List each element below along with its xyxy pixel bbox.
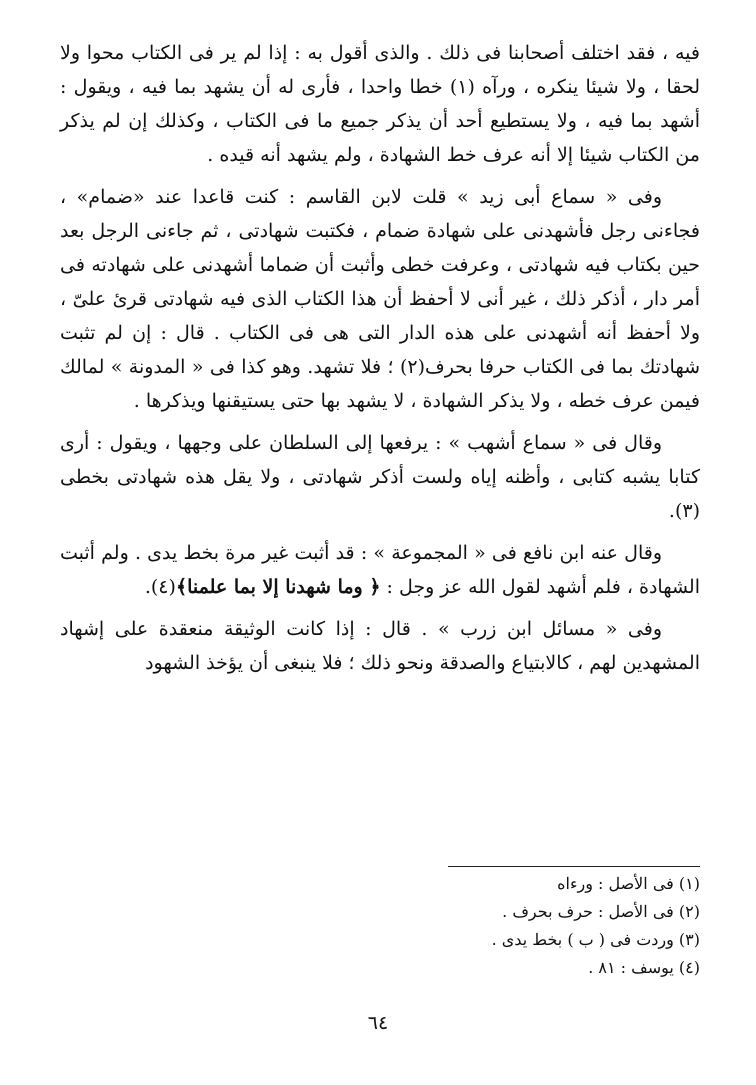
paragraph-3: وقال فى « سماع أشهب » : يرفعها إلى السلطان على وجهها ، ويقول : أرى كتابا يشبه كتابى ، وأظنه إياه ولست أذكر شهادتى ، ولا يقل هذه شهادتى بخطى (٣).: [60, 432, 700, 522]
quran-footnote-ref: (٤).: [144, 576, 176, 598]
footnote-4: (٤) يوسف : ٨١ .: [588, 958, 700, 977]
footnote-divider: [448, 866, 700, 867]
page-number: ٦٤: [367, 1012, 389, 1034]
footnote-2: (٢) فى الأصل : حرف بحرف .: [502, 902, 700, 921]
paragraph-4: [60, 536, 700, 604]
paragraph-2: وفى « سماع أبى زيد » قلت لابن القاسم : كنت قاعدا عند «ضمام» ، فجاءنى رجل فأشهدنى على شهادة ضمام ، فكتبت شهادتى ، ثم جاءنى الرجل بعد حين بكتاب فيه شهادتى ، وعرفت خطى وأثبت أن ضماما أشهدنى على شهادته فى أمر دار ، أذكر ذلك ، غير أنى لا أحفظ أن هذا الكتاب الذى فيه شهادتى قرئ علىّ ، ولا أحفظ أنه أشهدنى على هذه الدار التى هى فى الكتاب . قال : إن لم تثبت شهادتك بما فى الكتاب حرفا بحرف(٢) ؛ فلا تشهد. وهو كذا فى « المدونة » لمالك فيمن عرف خطه ، ولا يذكر الشهادة ، لا يشهد بها حتى يستيقنها ويذكرها .: [60, 186, 701, 412]
paragraph-4-text: وقال عنه ابن نافع فى « المجموعة » : قد أثبت غير مرة بخط يدى . ولم أثبت الشهادة ، فلم أشهد لقول الله عز وجل :: [60, 542, 700, 598]
paragraph-1: فيه ، فقد اختلف أصحابنا فى ذلك . والذى أقول به : إذا لم ير فى الكتاب محوا ولا لحقا ، ولا شيئا ينكره ، ورآه (١) خطا واحدا ، فأرى له أن يشهد بما فيه ، ويقول : أشهد بما فيه ، ولا يستطيع أحد أن يذكر جميع ما فى الكتاب ، وكذلك إن لم يذكر من الكتاب شيئا إلا أنه عرف خط الشهادة ، ولم يشهد أنه قيده .: [60, 42, 700, 166]
footnotes: [370, 870, 700, 982]
page-body: [60, 36, 700, 680]
quran-verse: ﴿ وما شهدنا إلا بما علمنا﴾: [175, 576, 381, 598]
footnote-1: (١) فى الأصل : ورءاه: [557, 874, 700, 893]
footnote-3: (٣) وردت فى ( ب ) بخط يدى .: [491, 930, 700, 949]
paragraph-5: وفى « مسائل ابن زرب » . قال : إذا كانت الوثيقة منعقدة على إشهاد المشهدين لهم ، كالابتياع والصدقة ونحو ذلك ؛ فلا ينبغى أن يؤخذ الشهود: [60, 618, 700, 674]
